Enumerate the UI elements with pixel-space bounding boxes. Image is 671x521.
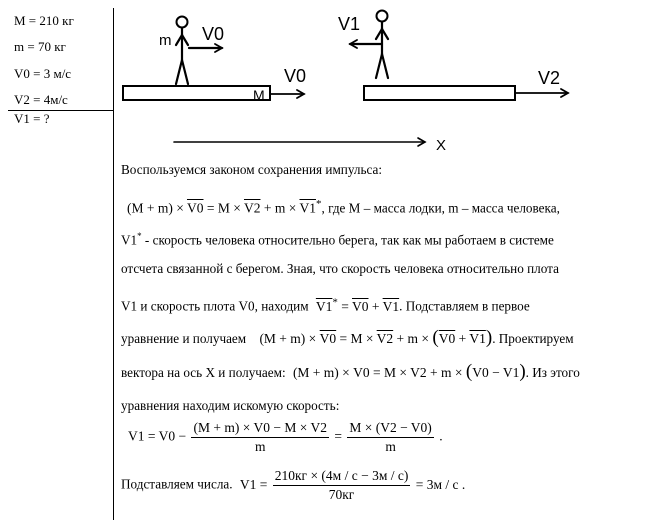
line5-plus: + [368,298,383,314]
line5-text-b: . Подставляем в первое [399,298,530,314]
f1-lhs: V1 = V0 − [128,428,187,444]
line3-text: - скорость человека относительно берега, так как мы работаем в системе [141,232,554,248]
right-man-head [377,11,388,22]
line3-star: * [137,231,142,241]
eq1-v0: V0 [186,200,204,216]
eq1-plus: + m × [260,200,300,216]
line6-text-b: . Проектируем [492,331,574,346]
f2-fraction [273,468,411,503]
line5-v1: V1 [382,298,400,314]
given-mass-raft: M = 210 кг [14,13,74,28]
left-man-mass-label: m [159,32,172,49]
f2-denominator: 70кг [328,487,355,502]
momentum-equation-line [127,198,560,216]
right-raft-velocity-label: V2 [538,68,561,88]
line7-text-b: . Из этого [525,365,580,380]
line6-v0: V0 [319,331,337,346]
line5-v1star: V1 [315,298,333,314]
f1-numerator: (M + m) × V0 − M × V2 [191,420,328,438]
eq1-v1star: V1 [299,200,316,216]
eq1-star: * [315,198,322,210]
line5-text-a: V1 и скорость плота V0, находим [121,298,309,314]
line7-text-a: вектора на ось X и получаем: [121,365,286,380]
left-man-velocity-label: V0 [202,24,225,44]
line6-mid: = M × [336,331,377,346]
solution-line-5 [121,296,530,315]
find-v1: V1 = ? [14,111,50,126]
solution-line-3 [121,231,554,248]
given-mass-man: m = 70 кг [14,39,66,54]
f1-end: . [439,428,443,444]
f1-denominator: m [254,439,266,454]
f1-denominator-2: m [385,439,396,454]
eq1-tail: , где M – масса лодки, m – масса человека, [321,200,560,216]
f2-result: = 3м / с . [415,476,466,492]
line5-eq: = [337,298,352,314]
solution-line-7: вектора на ось X и получаем: (M + m) × V0 = M × V2 + m × (V0 − V1). Из этого [121,361,580,382]
f1-fraction [191,420,328,455]
line6-lhs: (M + m) × [259,331,320,346]
line7-eq: (M + m) × V0 = M × V2 + m × [292,365,466,380]
left-raft [123,86,270,100]
line7-paren: V0 − V1 [472,365,520,380]
right-man-velocity-label: V1 [338,14,361,34]
left-man-head [177,17,188,28]
numeric-substitution [121,468,465,503]
given-v2: V2 = 4м/с [14,92,68,107]
x-axis-label: X [436,137,447,154]
f1-eq: = [334,428,342,444]
line5-v0: V0 [352,298,369,314]
line6-paren-plus: + [455,331,470,346]
line6-v2: V2 [376,331,394,346]
line6-paren-v0: V0 [438,331,456,346]
line6-paren-v1: V1 [469,331,486,346]
solution-line-6: уравнение и получаем (M + m) × V0 = M × V2 + m × (V0 + V1). Проектируем [121,327,574,348]
line5-star: * [332,296,338,308]
raft-mass-label: M [253,87,265,103]
f2-lhs: V1 = [239,476,268,492]
velocity-formula [128,420,443,455]
f1-numerator-2: M × (V2 − V0) [347,420,433,438]
given-v0: V0 = 3 м/с [14,66,72,81]
right-raft [364,86,515,100]
f2-numerator: 210кг × (4м / с − 3м / с) [273,468,411,486]
eq1-mid: = M × [203,200,244,216]
solution-line-8: уравнения находим искомую скорость: [121,398,340,413]
eq1-lhs: (M + m) × [127,200,187,216]
x-axis [174,138,425,146]
right-scene [350,11,568,101]
solution-line-4: отсчета связанной с берегом. Зная, что скорость человека относительно плота [121,261,559,276]
eq1-v2: V2 [243,200,261,216]
f2-text: Подставляем числа. [121,476,233,492]
physics-figure [0,0,671,160]
line6-text-a: уравнение и получаем [121,331,247,346]
line6-plus: + m × [393,331,433,346]
left-raft-velocity-label: V0 [284,66,307,86]
f1-fraction-2 [347,420,433,455]
line3-v1: V1 [121,232,138,248]
solution-intro: Воспользуемся законом сохранения импульса: [121,162,382,177]
